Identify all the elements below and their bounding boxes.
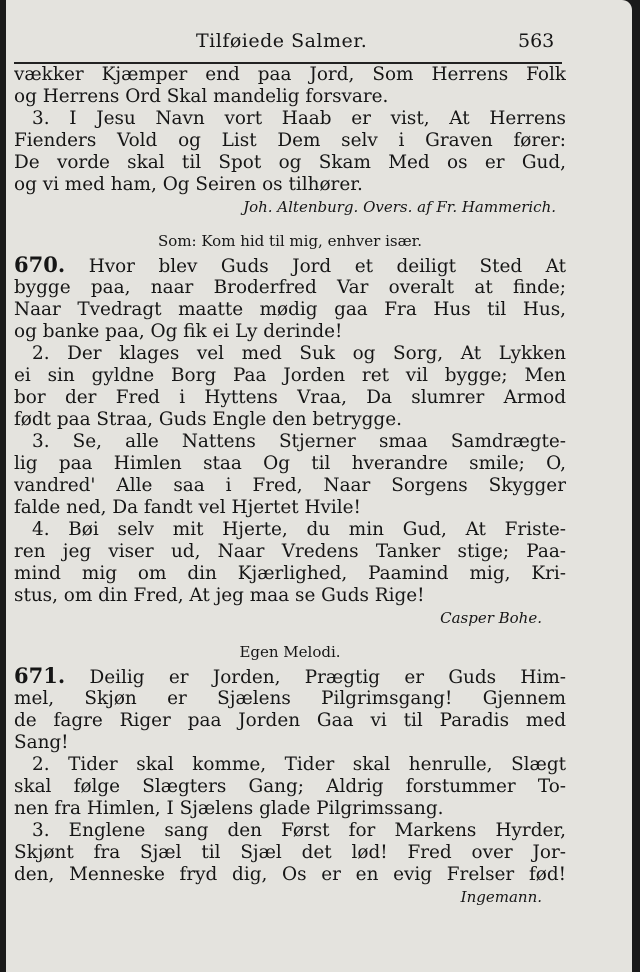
text-line: Sang!: [14, 732, 69, 753]
text-line: ren jeg viser ud, Naar Vredens Tanker stige; Paa-: [14, 541, 566, 562]
text-line: Fienders Vold og List Dem selv i Graven fører:: [14, 130, 566, 151]
melody-line: [14, 230, 566, 252]
spacer: [14, 629, 566, 641]
text-line: 3. I Jesu Navn vort Haab er vist, At Herrens: [32, 108, 566, 129]
melody-line: [14, 641, 566, 663]
hymn-670-first-text: Hvor blev Guds Jord et deiligt Sted At: [88, 256, 566, 277]
text-line: og banke paa, Og fik ei Ly derinde!: [14, 321, 343, 342]
header-title: Tilføiede Salmer.: [196, 30, 368, 52]
page-number: 563: [518, 30, 555, 52]
text-line: og Herrens Ord Skal mandelig forsvare.: [14, 86, 389, 107]
text-line: født paa Straa, Guds Engle den betrygge.: [14, 409, 402, 430]
text-line: de fagre Riger paa Jorden Gaa vi til Paradis med: [14, 710, 566, 731]
page-body: [14, 64, 566, 908]
text-line: 3. Englene sang den Først for Markens Hyrder,: [32, 820, 566, 841]
hymn-671-melody: Egen Melodi.: [239, 643, 341, 661]
hymn-670-attribution: Casper Bohe.: [440, 609, 542, 627]
intro-attribution: Joh. Altenburg. Overs. af Fr. Hammerich.: [243, 198, 556, 216]
hymn-671-number: 671.: [14, 663, 66, 688]
text-line: 2. Der klages vel med Suk og Sorg, At Lykken: [32, 343, 566, 364]
running-header: [6, 30, 632, 60]
hymn-671-first-line: [14, 663, 566, 688]
text-line: 3. Se, alle Nattens Stjerner smaa Samdrægte-: [32, 431, 566, 452]
text-line: bor der Fred i Hyttens Vraa, Da slumrer Armod: [14, 387, 566, 408]
text-line: bygge paa, naar Broderfred Var overalt at finde;: [14, 277, 566, 298]
text-line: stus, om din Fred, At jeg maa se Guds Rige!: [14, 585, 425, 606]
text-line: den, Menneske fryd dig, Os er en evig Frelser fød!: [14, 864, 566, 885]
hymn-670-number: 670.: [14, 252, 66, 277]
attribution-line: [14, 886, 566, 908]
attribution-line: [14, 196, 566, 218]
attribution-line: [14, 607, 566, 629]
text-line: Naar Tvedragt maatte mødig gaa Fra Hus til Hus,: [14, 299, 566, 320]
book-page: [6, 0, 632, 972]
text-line: De vorde skal til Spot og Skam Med os er Gud,: [14, 152, 566, 173]
spacer: [14, 218, 566, 230]
text-line: og vi med ham, Og Seiren os tilhører.: [14, 174, 363, 195]
text-line: ei sin gyldne Borg Paa Jorden ret vil bygge; Men: [14, 365, 566, 386]
text-line: falde ned, Da fandt vel Hjertet Hvile!: [14, 497, 361, 518]
hymn-670-melody: Som: Kom hid til mig, enhver især.: [158, 232, 422, 250]
hymn-670-first-line: [14, 252, 566, 277]
text-line: 2. Tider skal komme, Tider skal henrulle, Slægt: [32, 754, 566, 775]
hymn-671-attribution: Ingemann.: [460, 888, 542, 906]
text-line: nen fra Himlen, I Sjælens glade Pilgrimssang.: [14, 798, 444, 819]
text-line: mel, Skjøn er Sjælens Pilgrimsgang! Gjennem: [14, 688, 566, 709]
text-line: vækker Kjæmper end paa Jord, Som Herrens Folk: [14, 64, 566, 85]
text-line: mind mig om din Kjærlighed, Paamind mig, Kri-: [14, 563, 566, 584]
text-line: vandred' Alle saa i Fred, Naar Sorgens Skygger: [14, 475, 566, 496]
text-line: Skjønt fra Sjæl til Sjæl det lød! Fred over Jor-: [14, 842, 566, 863]
text-line: skal følge Slægters Gang; Aldrig forstummer To-: [14, 776, 566, 797]
text-line: 4. Bøi selv mit Hjerte, du min Gud, At Friste-: [32, 519, 566, 540]
text-line: lig paa Himlen staa Og til hverandre smile; O,: [14, 453, 566, 474]
hymn-671-first-text: Deilig er Jorden, Prægtig er Guds Him-: [89, 667, 566, 688]
